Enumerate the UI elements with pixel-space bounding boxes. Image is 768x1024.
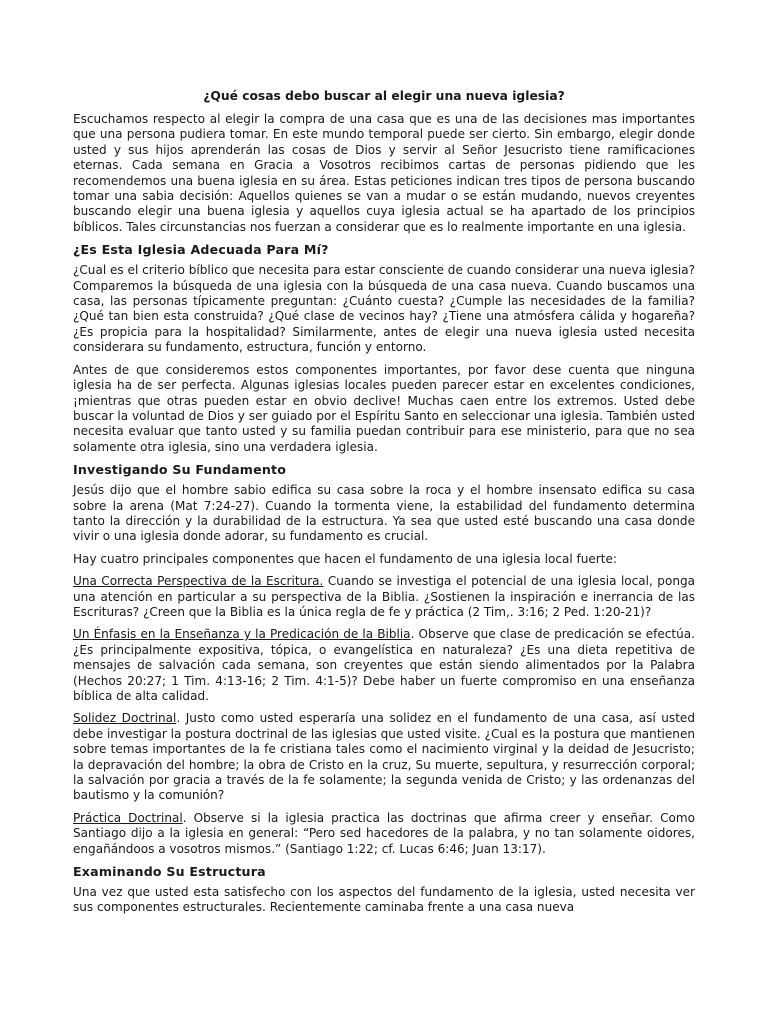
paragraph-scripture-perspective <box>73 574 695 620</box>
section-heading-structure: Examinando Su Estructura <box>73 864 266 880</box>
paragraph-doctrinal-practice <box>73 811 695 857</box>
paragraph-wise-builder: Jesús dijo que el hombre sabio edifica su casa sobre la roca y el hombre insensato edifica su casa sobre la arena (Mat 7:24-27). Cuando la tormenta viene, la estabilidad del fundamento determina tanto la dirección y la durabilidad de la estructura. Ya sea que usted esté buscando una casa donde vivir o una iglesia donde adorar, su fundamento es crucial. <box>73 483 695 544</box>
term-bible-teaching: Un Énfasis en la Enseñanza y la Predicación de la Biblia <box>73 627 411 642</box>
text-doctrinal-soundness: . Justo como usted esperaría una solidez en el fundamento de una casa, así usted debe investigar la postura doctrinal de las iglesias que usted visite. ¿Cual es la postura que mantienen sobre temas importantes de la fe cristiana tales como el nacimiento virginal y la deidad de Jesucristo; la depravación del hombre; la obra de Cristo en la cruz, Su muerte, sepultura, y resurrección corporal; la salvación por gracia a través de la fe solamente; la segunda venida de Cristo; y las ordenanzas del bautismo y la comunión? <box>73 711 695 803</box>
text-doctrinal-practice: . Observe si la iglesia practica las doctrinas que afirma creer y enseñar. Como Santiago dijo a la iglesia en general: “Pero sed hacedores de la palabra, y no tan solamente oidores, engañándoos a vosotros mismos.” (Santiago 1:22; cf. Lucas 6:46; Juan 13:17). <box>73 810 696 856</box>
paragraph-doctrinal-soundness <box>73 711 695 803</box>
paragraph-bible-teaching <box>73 627 695 704</box>
paragraph-four-components: Hay cuatro principales componentes que hacen el fundamento de una iglesia local fuerte: <box>73 551 617 566</box>
document-title: ¿Qué cosas debo buscar al elegir una nueva iglesia? <box>203 89 565 103</box>
text-bible-teaching: . Observe que clase de predicación se efectúa. ¿Es principalmente expositiva, tópica, o evangelística en naturaleza? ¿Es una dieta repetitiva de mensajes de salvación cada semana, son creyentes que están siendo alimentados por la Palabra (Hechos 20:27; 1 Tim. 4:13-16; 2 Tim. 4:1-5)? Debe haber un fuerte compromiso en una enseñanza bíblica de alta calidad. <box>73 627 695 703</box>
paragraph-structure: Una vez que usted esta satisfecho con los aspectos del fundamento de la iglesia, usted necesita ver sus componentes estructurales. Recientemente caminaba frente a una casa nueva <box>73 885 695 915</box>
section-heading-foundation: Investigando Su Fundamento <box>73 462 287 478</box>
document-page <box>73 88 695 923</box>
paragraph-criteria: ¿Cual es el criterio bíblico que necesita para estar consciente de cuando considerar una nueva iglesia? Comparemos la búsqueda de una iglesia con la búsqueda de una casa nueva. Cuando buscamos una casa, las personas típicamente preguntan: ¿Cuánto cuesta? ¿Cumple las necesidades de la familia? ¿Qué tan bien esta construida? ¿Qué clase de vecinos hay? ¿Tiene una atmósfera cálida y hogareña? ¿Es propicia para la hospitalidad? Similarmente, antes de elegir una nueva iglesia usted necesita considerara su fundamento, estructura, función y entorno. <box>73 263 695 355</box>
term-scripture-perspective: Una Correcta Perspectiva de la Escritura. <box>73 574 324 589</box>
term-doctrinal-practice: Práctica Doctrinal <box>73 810 183 825</box>
intro-paragraph: Escuchamos respecto al elegir la compra de una casa que es una de las decisiones mas importantes que una persona pudiera tomar. En este mundo temporal puede ser cierto. Sin embargo, elegir donde usted y sus hijos aprenderán las cosas de Dios y servir al Señor Jesucristo tiene ramificaciones eternas. Cada semana en Gracia a Vosotros recibimos cartas de personas pidiendo que les recomendemos una buena iglesia en su área. Estas peticiones indican tres tipos de persona buscando tomar una sabia decisión: Aquellos quienes se van a mudar o se están mudando, nuevos creyentes buscando elegir una buena iglesia y aquellos cuya iglesia actual se ha apartado de los principios bíblicos. Tales circunstancias nos fuerzan a considerar que es lo realmente importante en una iglesia. <box>73 112 695 234</box>
paragraph-imperfection: Antes de que consideremos estos componentes importantes, por favor dese cuenta que ninguna iglesia ha de ser perfecta. Algunas iglesias locales pueden parecer estar en excelentes condiciones, ¡mientras que otras pueden estar en obvio declive! Muchas caen entre los extremos. Usted debe buscar la voluntad de Dios y ser guiado por el Espíritu Santo en seleccionar una iglesia. También usted necesita evaluar que tanto usted y su familia puedan contribuir para ese ministerio, para que no sea solamente otra iglesia, sino una verdadera iglesia. <box>73 362 695 454</box>
text-scripture-perspective: Cuando se investiga el potencial de una iglesia local, ponga una atención en particular a su perspectiva de la Biblia. ¿Sostienen la inspiración e inerrancia de las Escrituras? ¿Creen que la Biblia es la única regla de fe y práctica (2 Tim,. 3:16; 2 Ped. 1:20-21)? <box>73 574 695 619</box>
section-heading-suitability: ¿Es Esta Iglesia Adecuada Para Mí? <box>73 242 329 258</box>
term-doctrinal-soundness: Solidez Doctrinal <box>73 711 177 726</box>
